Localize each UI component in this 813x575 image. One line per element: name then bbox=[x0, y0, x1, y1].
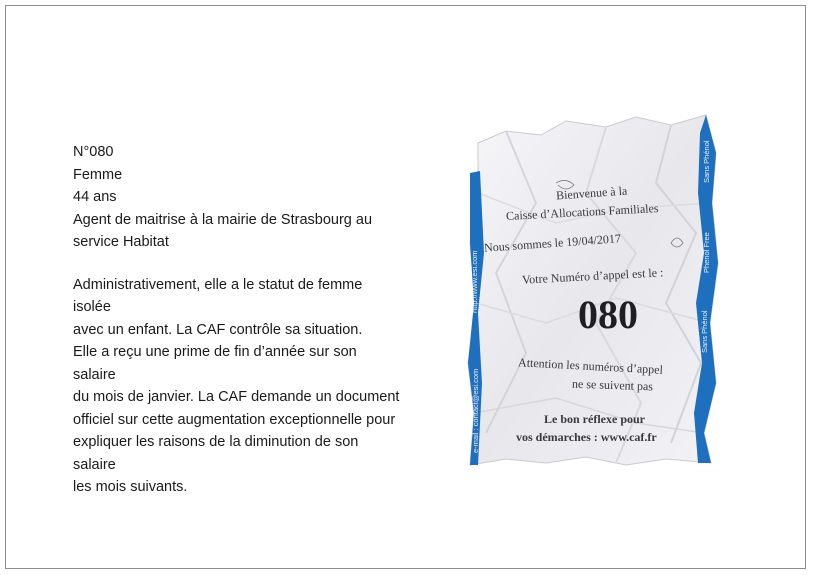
story-line: officiel sur cette augmentation exceptionnelle pour bbox=[73, 411, 396, 428]
ticket-tip-line1: Le bon réflexe pour bbox=[544, 412, 645, 426]
person-number: N°080 bbox=[73, 144, 114, 160]
ticket-welcome: Bienvenue à la bbox=[555, 183, 628, 203]
profile-text bbox=[73, 141, 403, 499]
story-line: Administrativement, elle a le statut de femme isolée bbox=[73, 276, 363, 315]
crumpled-ticket-photo bbox=[466, 113, 726, 467]
ticket-date: Nous sommes le 19/04/2017 bbox=[483, 231, 622, 255]
ticket-side-left-top: http://www.esi.com bbox=[470, 250, 479, 313]
story-line: du mois de janvier. La CAF demande un document bbox=[73, 389, 400, 405]
ticket-side-left-bottom: e-mail : contact@esi.com bbox=[471, 368, 480, 453]
ticket-tip-line2: vos démarches : www.caf.fr bbox=[516, 430, 657, 444]
story-line: les mois suivants. bbox=[73, 479, 188, 495]
person-sex: Femme bbox=[73, 166, 123, 183]
story-line: expliquer les raisons de la diminution de son salaire bbox=[73, 434, 359, 473]
ticket-side-right-top: Sans Phénol bbox=[702, 140, 711, 183]
ticket-side-right-bottom: Sans Phénol bbox=[700, 310, 709, 353]
ticket-call-number: 080 bbox=[578, 292, 638, 337]
person-job-line2: service Habitat bbox=[73, 234, 169, 250]
spacer bbox=[73, 254, 403, 274]
story-line: Elle a reçu une prime de fin d’année sur son salaire bbox=[73, 344, 357, 383]
person-age: 44 ans bbox=[73, 189, 117, 205]
person-job-line1: Agent de maitrise à la mairie de Strasbourg au bbox=[73, 211, 373, 228]
ticket-warning-line1: Attention les numéros d’appel bbox=[517, 355, 664, 377]
ticket-office: Caisse d’Allocations Familiales bbox=[505, 201, 659, 223]
ticket-warning-line2: ne se suivent pas bbox=[571, 376, 654, 394]
story-line: avec un enfant. La CAF contrôle sa situation. bbox=[73, 321, 363, 338]
ticket-side-right-mid: Phenol Free bbox=[702, 232, 711, 273]
ticket-call-label: Votre Numéro d’appel est le : bbox=[521, 265, 664, 287]
